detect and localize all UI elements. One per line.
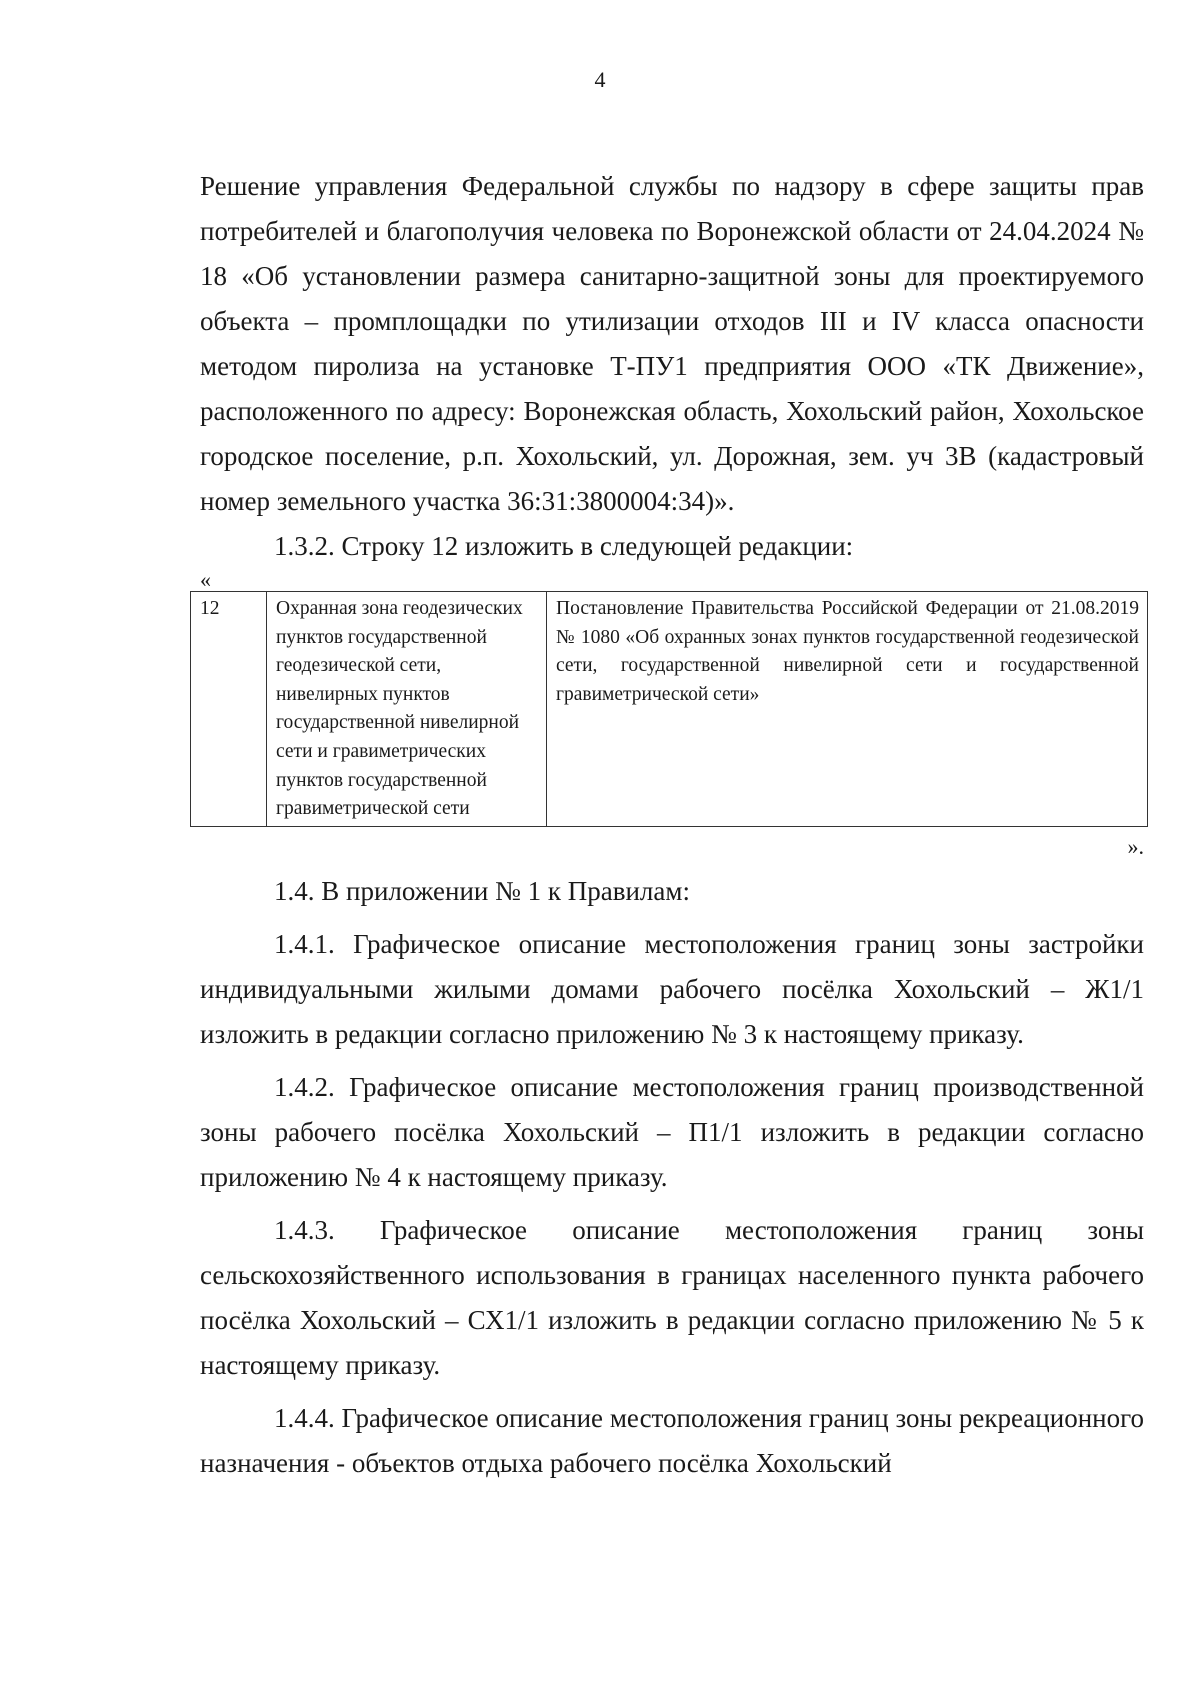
document-body <box>200 164 1144 1486</box>
paragraph-1-4-2: 1.4.2. Графическое описание местоположения границ производственной зоны рабочего посёлка Хохольский – П1/1 изложить в редакции согласно приложению № 4 к настоящему приказу. <box>200 1071 1144 1192</box>
opening-quote: « <box>200 567 211 592</box>
paragraph-1-3-2: 1.3.2. Строку 12 изложить в следующей редакции: <box>274 531 854 561</box>
table-row <box>191 592 1148 827</box>
closing-quote: ». <box>1127 833 1144 859</box>
zone-name-cell: Охранная зона геодезических пунктов государственной геодезической сети, нивелирных пунктов государственной нивелирной сети и гравиметрических пунктов государственной гравиметрической сети <box>267 592 547 827</box>
amended-table-row <box>190 591 1148 827</box>
row-number-cell: 12 <box>191 592 267 827</box>
paragraph-1-4-1: 1.4.1. Графическое описание местоположения границ зоны застройки индивидуальными жилыми домами рабочего посёлка Хохольский – Ж1/1 изложить в редакции согласно приложению № 3 к настоящему приказу. <box>200 928 1144 1049</box>
paragraph-1-4: 1.4. В приложении № 1 к Правилам: <box>274 875 690 906</box>
paragraph-decision: Решение управления Федеральной службы по надзору в сфере защиты прав потребителей и благополучия человека по Воронежской области от 24.04.2024 № 18 «Об установлении размера санитарно-защитной зоны для проектируемого объекта – промплощадки по утилизации отходов III и IV класса опасности методом пиролиза на установке Т-ПУ1 предприятия ООО «ТК Движение», расположенного по адресу: Воронежская область, Хохольский район, Хохольское городское поселение, р.п. Хохольский, ул. Дорожная, зем. уч 3В (кадастровый номер земельного участка 36:31:3800004:34)». <box>200 171 1144 516</box>
page-number: 4 <box>594 67 606 92</box>
paragraph-1-4-3: 1.4.3. Графическое описание местоположения границ зоны сельскохозяйственного использования в границах населенного пункта рабочего посёлка Хохольский – СХ1/1 изложить в редакции согласно приложению № 5 к настоящему приказу. <box>200 1214 1144 1380</box>
legal-basis-cell: Постановление Правительства Российской Федерации от 21.08.2019 № 1080 «Об охранных зонах пунктов государственной геодезической сети, государственной нивелирной сети и государственной гравиметрической сети» <box>547 592 1148 827</box>
paragraph-1-4-4: 1.4.4. Графическое описание местоположения границ зоны рекреационного назначения - объектов отдыха рабочего посёлка Хохольский <box>200 1402 1144 1478</box>
